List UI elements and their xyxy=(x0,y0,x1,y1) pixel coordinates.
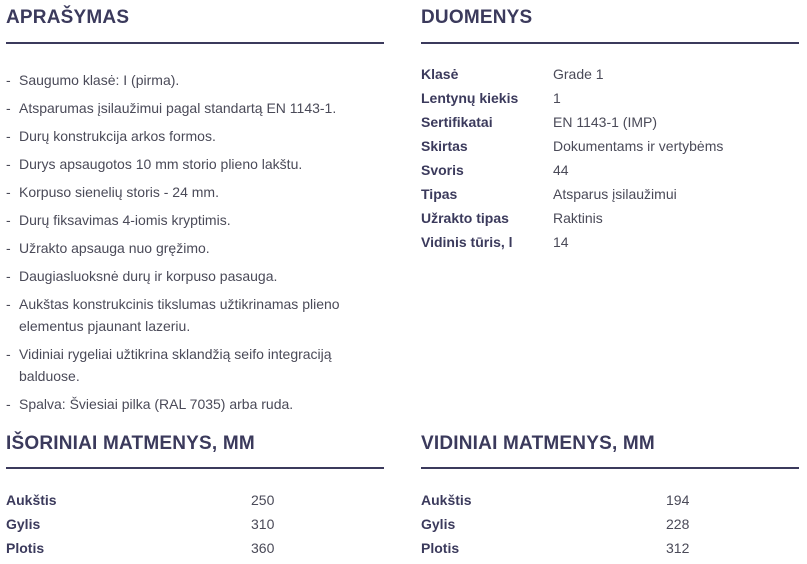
table-row: Gylis 228 xyxy=(421,516,690,532)
outer-dimensions-title: IŠORINIAI MATMENYS, MM xyxy=(6,433,255,454)
table-row: Svoris 44 xyxy=(421,162,569,178)
list-item: - Vidiniai rygeliai užtikrina sklandžią seifo integraciją balduose. xyxy=(6,346,332,384)
list-item: - Spalva: Šviesiai pilka (RAL 7035) arba ruda. xyxy=(6,396,294,412)
table-row: Klasė Grade 1 xyxy=(421,66,604,82)
table-row: Plotis 312 xyxy=(421,540,690,556)
table-row: Aukštis 250 xyxy=(6,492,275,508)
table-row: Lentynų kiekis 1 xyxy=(421,90,561,106)
table-row: Užrakto tipas Raktinis xyxy=(421,210,603,226)
table-row: Skirtas Dokumentams ir vertybėms xyxy=(421,138,724,154)
description-section xyxy=(6,7,386,412)
outer-dimensions-divider xyxy=(6,467,384,469)
outer-dimensions-table xyxy=(6,488,274,560)
inner-dimensions-title: VIDINIAI MATMENYS, MM xyxy=(421,433,655,454)
outer-dimensions-section xyxy=(6,433,386,563)
inner-dimensions-table xyxy=(421,488,689,560)
list-item: - Užrakto apsauga nuo gręžimo. xyxy=(6,240,210,256)
table-row: Gylis 310 xyxy=(6,516,275,532)
table-row: Plotis 360 xyxy=(6,540,275,556)
list-item: - Daugiasluoksnė durų ir korpuso pasauga. xyxy=(6,268,278,284)
list-item: - Durų fiksavimas 4-iomis kryptimis. xyxy=(6,212,231,228)
inner-dimensions-divider xyxy=(421,467,799,469)
list-item: - Saugumo klasė: I (pirma). xyxy=(6,72,180,88)
list-item: - Durys apsaugotos 10 mm storio plieno lakštu. xyxy=(6,156,303,172)
table-row: Sertifikatai EN 1143-1 (IMP) xyxy=(421,114,657,130)
data-section xyxy=(421,7,801,267)
table-row: Aukštis 194 xyxy=(421,492,690,508)
data-divider xyxy=(421,42,799,44)
data-title: DUOMENYS xyxy=(421,7,533,28)
table-row: Vidinis tūris, l 14 xyxy=(421,234,569,250)
list-item: - Aukštas konstrukcinis tikslumas užtikrinamas plieno elementus pjaunant lazeriu. xyxy=(6,296,340,334)
inner-dimensions-section xyxy=(421,433,801,563)
table-row: Tipas Atsparus įsilaužimui xyxy=(421,186,677,202)
description-title: APRAŠYMAS xyxy=(6,7,130,28)
data-table xyxy=(421,62,723,254)
list-item: - Korpuso sienelių storis - 24 mm. xyxy=(6,184,219,200)
list-item: - Durų konstrukcija arkos formos. xyxy=(6,128,216,144)
description-divider xyxy=(6,42,384,44)
list-item: - Atsparumas įsilaužimui pagal standartą EN 1143-1. xyxy=(6,100,337,116)
description-list xyxy=(6,69,376,421)
